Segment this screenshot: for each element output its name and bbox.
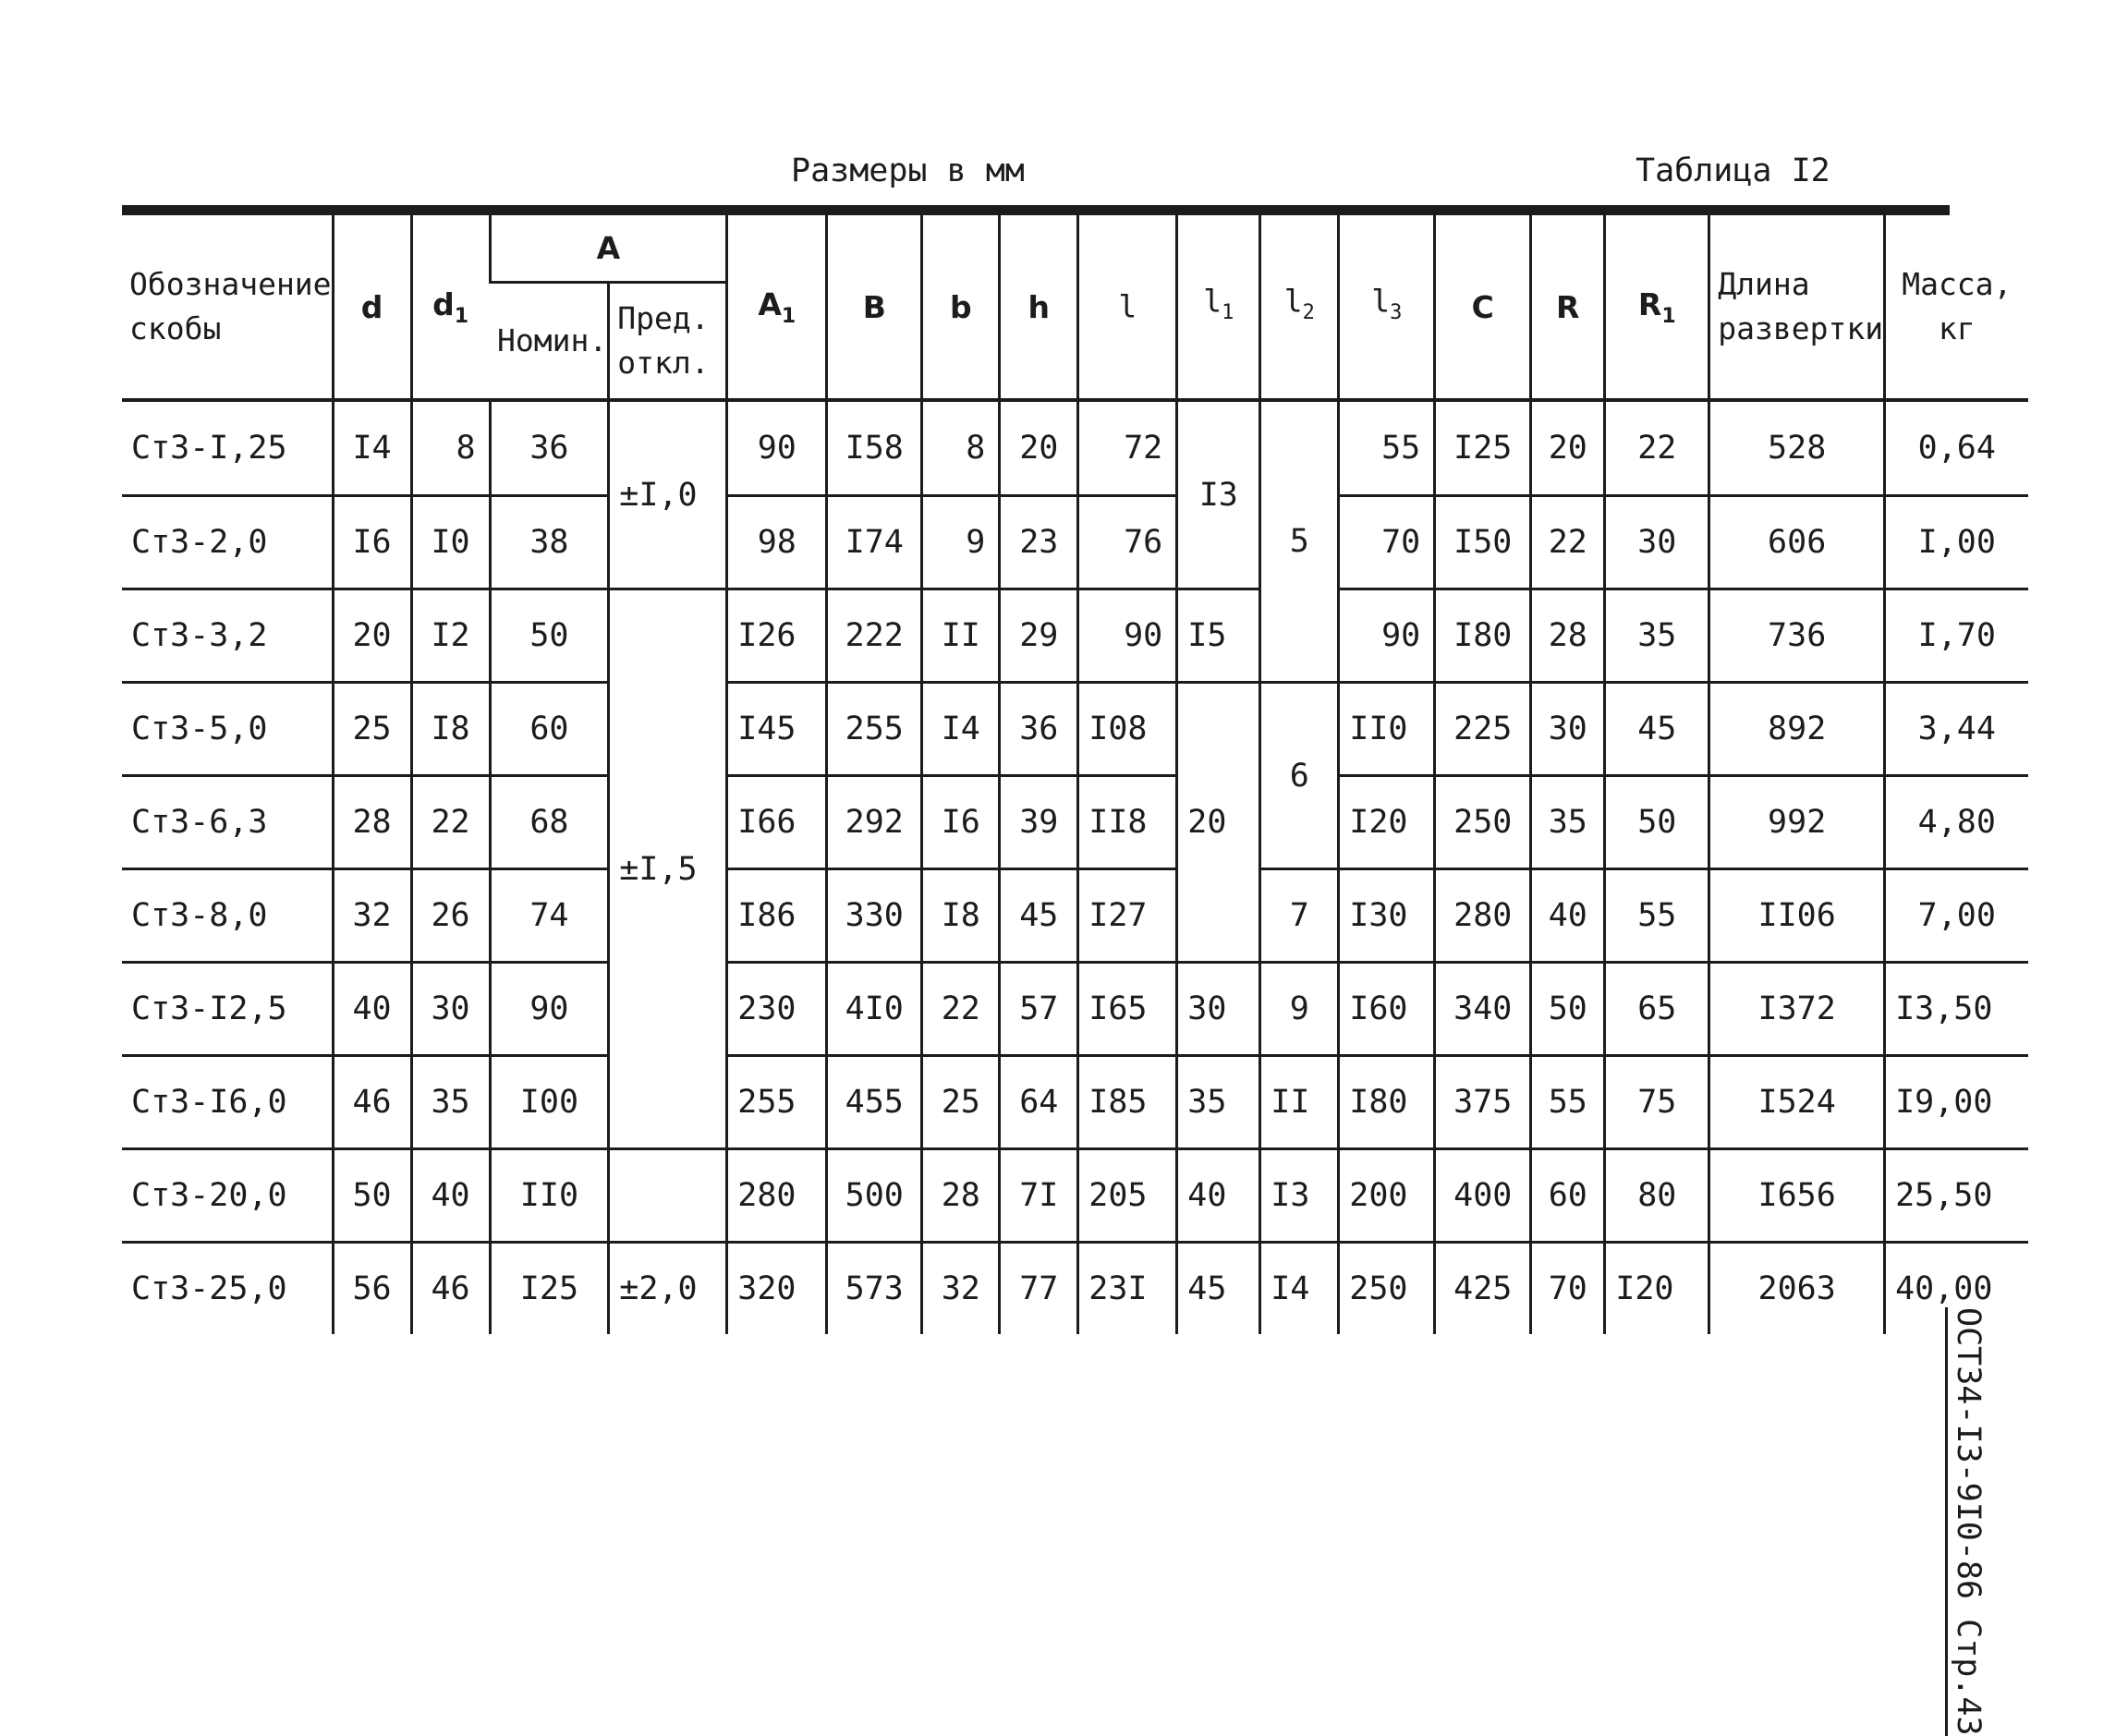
cell-A: II0 <box>490 1149 609 1243</box>
cell-R: 28 <box>1531 589 1605 683</box>
cell-d: 32 <box>333 869 411 963</box>
cell-length: 528 <box>1709 400 1885 496</box>
cell-d1: 46 <box>411 1243 490 1335</box>
cell-B: 292 <box>827 776 922 869</box>
cell-C: 280 <box>1435 869 1531 963</box>
cell-length: 606 <box>1709 496 1885 589</box>
cell-l: I08 <box>1078 683 1177 776</box>
col-C-header: C <box>1435 215 1531 400</box>
cell-R: 35 <box>1531 776 1605 869</box>
cell-l1: I5 <box>1177 589 1260 683</box>
cell-h: 29 <box>1000 589 1078 683</box>
cell-h: 64 <box>1000 1056 1078 1149</box>
col-A-tolerance-header: Пред. откл. <box>609 282 727 400</box>
table-number: Таблица I2 <box>1636 152 1830 189</box>
cell-R1: 22 <box>1605 400 1709 496</box>
col-R1-header: $R_1$ <box>1605 215 1709 400</box>
col-h-header: h <box>1000 215 1078 400</box>
cell-A: 38 <box>490 496 609 589</box>
cell-C: I50 <box>1435 496 1531 589</box>
col-A-group-header: A <box>490 215 727 282</box>
cell-length: II06 <box>1709 869 1885 963</box>
cell-b: 8 <box>922 400 1000 496</box>
cell-B: 573 <box>827 1243 922 1335</box>
cell-b: I8 <box>922 869 1000 963</box>
cell-B: 330 <box>827 869 922 963</box>
table-row-designation: Ст3-20,0 <box>122 1149 333 1243</box>
cell-l2: I4 <box>1260 1243 1339 1335</box>
cell-b: I6 <box>922 776 1000 869</box>
cell-mass: I9,00 <box>1885 1056 2028 1149</box>
cell-A1: 280 <box>727 1149 827 1243</box>
table-row-designation: Ст3-I6,0 <box>122 1056 333 1149</box>
table-row-designation: Ст3-6,3 <box>122 776 333 869</box>
col-d1-header: $d_1$ <box>411 215 490 400</box>
cell-A1: 320 <box>727 1243 827 1335</box>
cell-C: 375 <box>1435 1056 1531 1149</box>
cell-l3: I60 <box>1339 963 1435 1056</box>
table-top-rule <box>122 205 1950 215</box>
cell-length: I656 <box>1709 1149 1885 1243</box>
cell-A1: 90 <box>727 400 827 496</box>
col-R-header: R <box>1531 215 1605 400</box>
cell-l1: 20 <box>1177 683 1260 963</box>
cell-C: 340 <box>1435 963 1531 1056</box>
col-A1-header: $A_1$ <box>727 215 827 400</box>
cell-b: 9 <box>922 496 1000 589</box>
cell-d: 50 <box>333 1149 411 1243</box>
cell-l1: 45 <box>1177 1243 1260 1335</box>
cell-A: 74 <box>490 869 609 963</box>
cell-length: I372 <box>1709 963 1885 1056</box>
cell-mass: I3,50 <box>1885 963 2028 1056</box>
cell-B: I58 <box>827 400 922 496</box>
col-d-header: d <box>333 215 411 400</box>
cell-A: I00 <box>490 1056 609 1149</box>
col-designation-header: Обозначение скобы <box>129 266 332 346</box>
cell-A: 36 <box>490 400 609 496</box>
cell-b: I4 <box>922 683 1000 776</box>
cell-A1: I86 <box>727 869 827 963</box>
cell-A1: I66 <box>727 776 827 869</box>
cell-B: 255 <box>827 683 922 776</box>
cell-l: I65 <box>1078 963 1177 1056</box>
cell-length: 892 <box>1709 683 1885 776</box>
cell-A: I25 <box>490 1243 609 1335</box>
cell-mass: I,00 <box>1885 496 2028 589</box>
cell-l3: 90 <box>1339 589 1435 683</box>
cell-C: 400 <box>1435 1149 1531 1243</box>
cell-l1: I3 <box>1177 400 1260 589</box>
col-l3-header: $l_3$ <box>1339 215 1435 400</box>
cell-R: 20 <box>1531 400 1605 496</box>
cell-B: 222 <box>827 589 922 683</box>
cell-R1: 80 <box>1605 1149 1709 1243</box>
cell-A1: I26 <box>727 589 827 683</box>
cell-length: I524 <box>1709 1056 1885 1149</box>
cell-d1: I2 <box>411 589 490 683</box>
cell-d1: 35 <box>411 1056 490 1149</box>
cell-length: 2063 <box>1709 1243 1885 1335</box>
cell-d: 20 <box>333 589 411 683</box>
col-mass-header: Масса, кг <box>1885 215 2028 400</box>
cell-R: 50 <box>1531 963 1605 1056</box>
cell-C: 250 <box>1435 776 1531 869</box>
cell-l1: 35 <box>1177 1056 1260 1149</box>
cell-A: 68 <box>490 776 609 869</box>
cell-l3: I20 <box>1339 776 1435 869</box>
cell-l: 76 <box>1078 496 1177 589</box>
cell-C: 225 <box>1435 683 1531 776</box>
col-l2-header: $l_2$ <box>1260 215 1339 400</box>
cell-d1: 30 <box>411 963 490 1056</box>
cell-mass: I,70 <box>1885 589 2028 683</box>
table-row-designation: Ст3-I,25 <box>122 400 333 496</box>
cell-l: I27 <box>1078 869 1177 963</box>
cell-l3: I80 <box>1339 1056 1435 1149</box>
col-length-header: Длина развертки <box>1709 215 1885 400</box>
cell-A1: 98 <box>727 496 827 589</box>
table-row-designation: Ст3-I2,5 <box>122 963 333 1056</box>
cell-d: 46 <box>333 1056 411 1149</box>
cell-l3: 250 <box>1339 1243 1435 1335</box>
cell-l: II8 <box>1078 776 1177 869</box>
cell-l2: 6 <box>1260 683 1339 869</box>
cell-C: I25 <box>1435 400 1531 496</box>
cell-l3: 200 <box>1339 1149 1435 1243</box>
col-B-header: B <box>827 215 922 400</box>
cell-d1: I8 <box>411 683 490 776</box>
cell-h: 45 <box>1000 869 1078 963</box>
cell-d1: I0 <box>411 496 490 589</box>
cell-A1: 255 <box>727 1056 827 1149</box>
cell-R1: 55 <box>1605 869 1709 963</box>
cell-b: 25 <box>922 1056 1000 1149</box>
cell-C: 425 <box>1435 1243 1531 1335</box>
cell-mass: 7,00 <box>1885 869 2028 963</box>
cell-b: 28 <box>922 1149 1000 1243</box>
cell-d1: 22 <box>411 776 490 869</box>
table-row-designation: Ст3-2,0 <box>122 496 333 589</box>
table-row-designation: Ст3-5,0 <box>122 683 333 776</box>
cell-B: 4I0 <box>827 963 922 1056</box>
table-row-designation: Ст3-3,2 <box>122 589 333 683</box>
cell-l2: I3 <box>1260 1149 1339 1243</box>
col-l-header: l <box>1078 215 1177 400</box>
cell-h: 23 <box>1000 496 1078 589</box>
cell-A1: 230 <box>727 963 827 1056</box>
cell-l: 72 <box>1078 400 1177 496</box>
cell-A-tolerance: ±I,0 <box>609 400 727 589</box>
cell-B: 455 <box>827 1056 922 1149</box>
cell-A: 90 <box>490 963 609 1056</box>
cell-R: 70 <box>1531 1243 1605 1335</box>
cell-R1: 45 <box>1605 683 1709 776</box>
cell-h: 7I <box>1000 1149 1078 1243</box>
document-code-side-note: ОСТ34-I3-9I0-86 Стр.43 <box>1945 1307 1987 1736</box>
cell-mass: 3,44 <box>1885 683 2028 776</box>
cell-l3: 55 <box>1339 400 1435 496</box>
cell-length: 992 <box>1709 776 1885 869</box>
cell-R: 40 <box>1531 869 1605 963</box>
cell-d: 28 <box>333 776 411 869</box>
cell-mass: 25,50 <box>1885 1149 2028 1243</box>
cell-mass: 4,80 <box>1885 776 2028 869</box>
cell-mass: 40,00 <box>1885 1243 2028 1335</box>
cell-l: 205 <box>1078 1149 1177 1243</box>
cell-b: II <box>922 589 1000 683</box>
cell-l3: 70 <box>1339 496 1435 589</box>
cell-R: 30 <box>1531 683 1605 776</box>
cell-R: 60 <box>1531 1149 1605 1243</box>
col-A-nominal-header: Номин. <box>490 282 609 400</box>
cell-R1: 35 <box>1605 589 1709 683</box>
table-row-designation: Ст3-25,0 <box>122 1243 333 1335</box>
table-row-designation: Ст3-8,0 <box>122 869 333 963</box>
cell-d: I4 <box>333 400 411 496</box>
cell-l: 23I <box>1078 1243 1177 1335</box>
cell-length: 736 <box>1709 589 1885 683</box>
cell-d: 40 <box>333 963 411 1056</box>
cell-d: I6 <box>333 496 411 589</box>
cell-R1: 75 <box>1605 1056 1709 1149</box>
cell-B: 500 <box>827 1149 922 1243</box>
cell-d: 56 <box>333 1243 411 1335</box>
cell-C: I80 <box>1435 589 1531 683</box>
cell-h: 20 <box>1000 400 1078 496</box>
cell-R1: I20 <box>1605 1243 1709 1335</box>
cell-l2: 7 <box>1260 869 1339 963</box>
cell-R1: 50 <box>1605 776 1709 869</box>
cell-R: 55 <box>1531 1056 1605 1149</box>
cell-h: 77 <box>1000 1243 1078 1335</box>
cell-l1: 30 <box>1177 963 1260 1056</box>
cell-R: 22 <box>1531 496 1605 589</box>
cell-d1: 40 <box>411 1149 490 1243</box>
cell-d1: 26 <box>411 869 490 963</box>
col-l1-header: $l_1$ <box>1177 215 1260 400</box>
cell-R1: 65 <box>1605 963 1709 1056</box>
cell-A-tolerance: ±2,0 <box>609 1243 727 1335</box>
cell-A: 60 <box>490 683 609 776</box>
cell-A-tolerance: ±I,5 <box>609 589 727 1149</box>
cell-A-tolerance-blank <box>609 1149 727 1243</box>
cell-l2: II <box>1260 1056 1339 1149</box>
col-b-header: b <box>922 215 1000 400</box>
cell-A1: I45 <box>727 683 827 776</box>
cell-R1: 30 <box>1605 496 1709 589</box>
cell-l1: 40 <box>1177 1149 1260 1243</box>
cell-h: 57 <box>1000 963 1078 1056</box>
cell-h: 36 <box>1000 683 1078 776</box>
dimensions-table <box>122 215 2028 1334</box>
cell-d1: 8 <box>411 400 490 496</box>
cell-b: 32 <box>922 1243 1000 1335</box>
cell-l3: II0 <box>1339 683 1435 776</box>
cell-h: 39 <box>1000 776 1078 869</box>
cell-A: 50 <box>490 589 609 683</box>
cell-l2: 9 <box>1260 963 1339 1056</box>
cell-B: I74 <box>827 496 922 589</box>
cell-mass: 0,64 <box>1885 400 2028 496</box>
cell-d: 25 <box>333 683 411 776</box>
cell-l3: I30 <box>1339 869 1435 963</box>
cell-l: 90 <box>1078 589 1177 683</box>
units-caption: Размеры в мм <box>791 152 1025 189</box>
cell-l: I85 <box>1078 1056 1177 1149</box>
cell-l2: 5 <box>1260 400 1339 683</box>
cell-b: 22 <box>922 963 1000 1056</box>
